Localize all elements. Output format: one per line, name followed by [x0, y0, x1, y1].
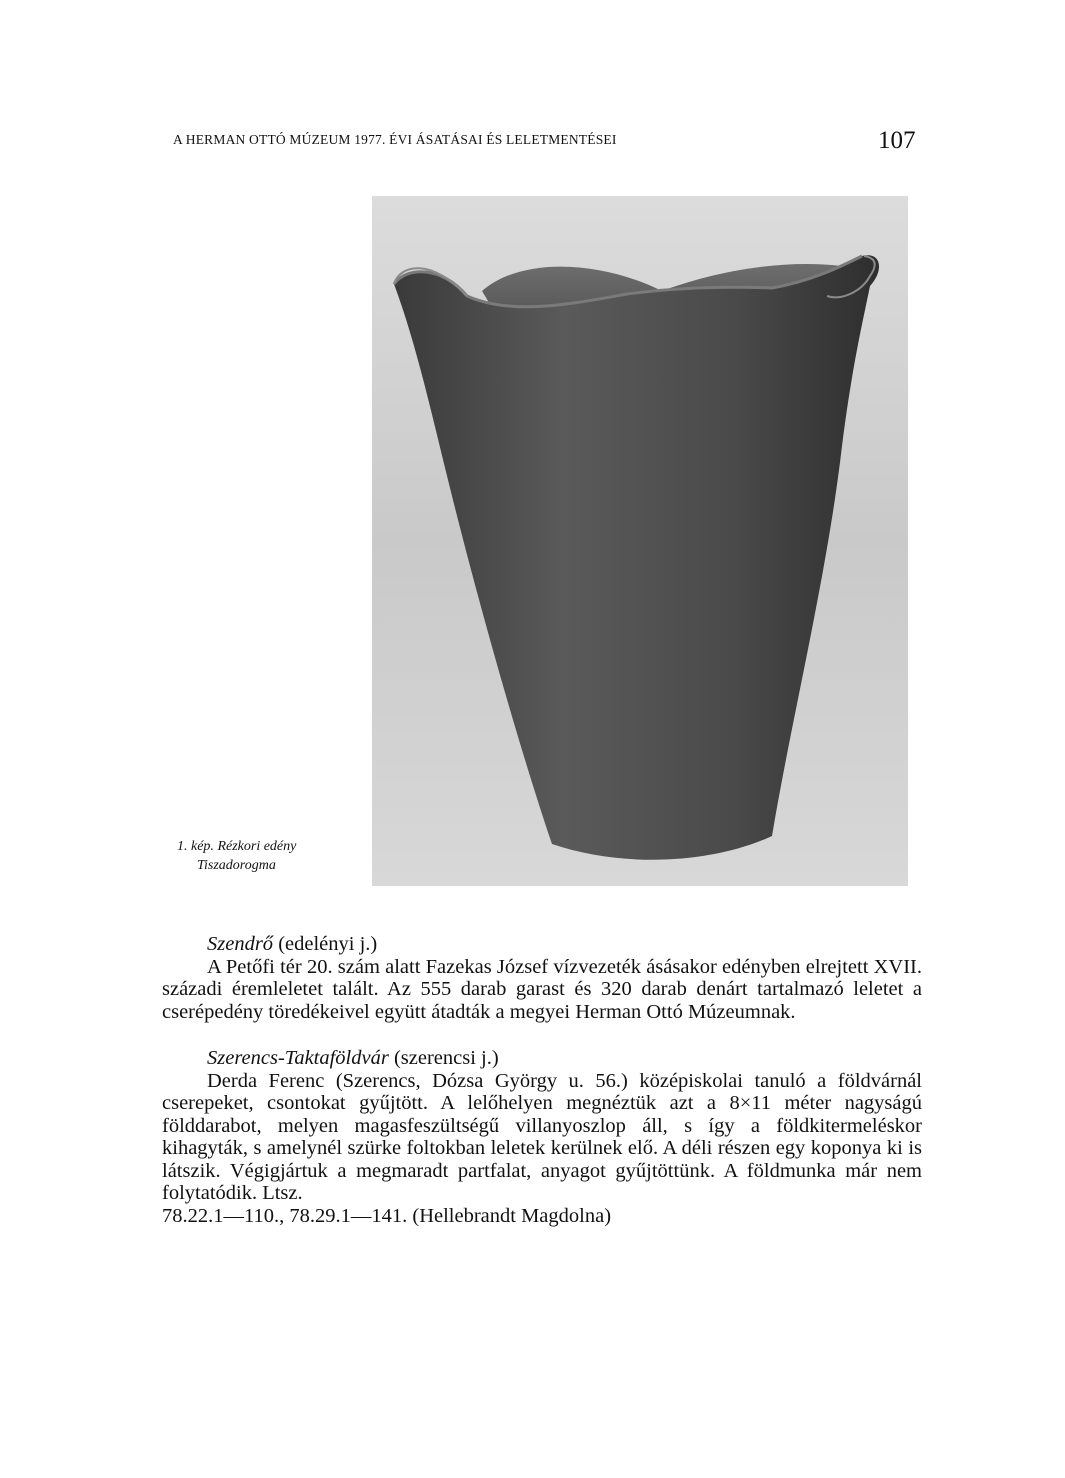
entry-place: Szerencs-Taktaföldvár — [207, 1047, 389, 1069]
entry-text: A Petőfi tér 20. szám alatt Fazekas József vízvezeték ásásakor edényben elrejtett XVII. századi éremleletet talált. Az 555 darab garast és 320 darab denárt tartalmazó leletet a cserépedény töredékeivel együtt átadták a megyei Herman Ottó Múzeumnak. — [162, 955, 922, 1023]
caption-place: Tiszadorogma — [197, 858, 276, 873]
entry-place: Szendrő — [207, 933, 274, 955]
entry-heading — [162, 933, 922, 956]
entry-szerencs — [162, 1047, 922, 1227]
entry-text: Derda Ferenc (Szerencs, Dózsa György u. 56.) középiskolai tanuló a földvárnál cserepeket, csontokat gyűjtött. A lelőhelyen megnéztük azt a 8×11 méter nagyságú földdarabot, melyen magasfeszültségű villanyoszlop áll, s így a földkitermeléskor kihagyták, s amelynél szürke foltokban leletek kerülnek elő. A déli részen egy koponya ki is látszik. Végigjártuk a megmaradt partfalat, anyagot gyűjtöttünk. A földmunka már nem folytatódik. Ltsz. — [162, 1069, 922, 1204]
page-number: 107 — [878, 127, 916, 154]
running-head: A HERMAN OTTÓ MÚZEUM 1977. ÉVI ÁSATÁSAI ÉS LELETMENTÉSEI — [173, 132, 617, 147]
entry-district: (edelényi j.) — [278, 933, 378, 955]
figure-caption — [177, 837, 296, 875]
entry-district: (szerencsi j.) — [393, 1047, 499, 1069]
article-body — [162, 933, 922, 1227]
caption-title: Rézkori edény — [217, 839, 297, 854]
vessel-photo — [372, 196, 908, 886]
entry-heading — [162, 1047, 922, 1070]
entry-szendro — [162, 933, 922, 1023]
entry-last-line: 78.22.1—110., 78.29.1—141. (Hellebrandt Magdolna) — [162, 1204, 612, 1227]
caption-number: 1. kép. — [177, 839, 214, 854]
